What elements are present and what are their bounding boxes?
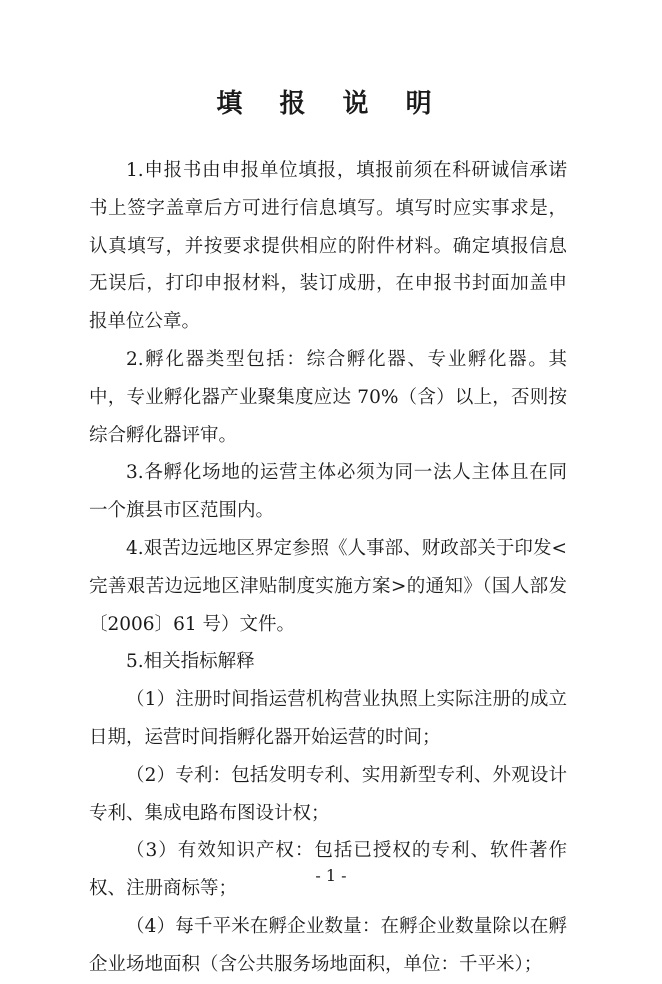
paragraph-submission-rules: 1.申报书由申报单位填报，填报前须在科研诚信承诺书上签字盖章后方可进行信息填写。填写时应实事求是，认真填写，并按要求提供相应的附件材料。确定填报信息无误后，打印申报材料，装订成册，在申报书封面加盖申报单位公章。 (89, 160, 567, 333)
paragraph-operating-entity: 3.各孵化场地的运营主体必须为同一法人主体且在同一个旗县市区范围内。 (89, 462, 567, 522)
paragraph-patents: （2）专利：包括发明专利、实用新型专利、外观设计专利、集成电路布图设计权； (89, 764, 567, 824)
page-title: 填 报 说 明 (216, 89, 446, 119)
instructions-body (89, 152, 567, 984)
paragraph-remote-areas: 4.艰苦边远地区界定参照《人事部、财政部关于印发<完善艰苦边远地区津贴制度实施方案>的通知》（国人部发〔2006〕61 号）文件。 (89, 537, 567, 635)
paragraph-registration-time: （1）注册时间指运营机构营业执照上实际注册的成立日期，运营时间指孵化器开始运营的时间； (89, 689, 567, 748)
paragraph-incubator-types: 2.孵化器类型包括：综合孵化器、专业孵化器。其中，专业孵化器产业聚集度应达 70%（含）以上，否则按综合孵化器评审。 (89, 348, 567, 446)
paragraph-intellectual-property: （3）有效知识产权：包括已授权的专利、软件著作权、注册商标等； (89, 840, 567, 900)
page-number: - 1 - (315, 866, 347, 885)
paragraph-enterprise-density: （4）每千平米在孵企业数量：在孵企业数量除以在孵企业场地面积（含公共服务场地面积，单位：千平米）； (89, 915, 567, 975)
paragraph-indicator-heading: 5.相关指标解释 (126, 651, 255, 673)
